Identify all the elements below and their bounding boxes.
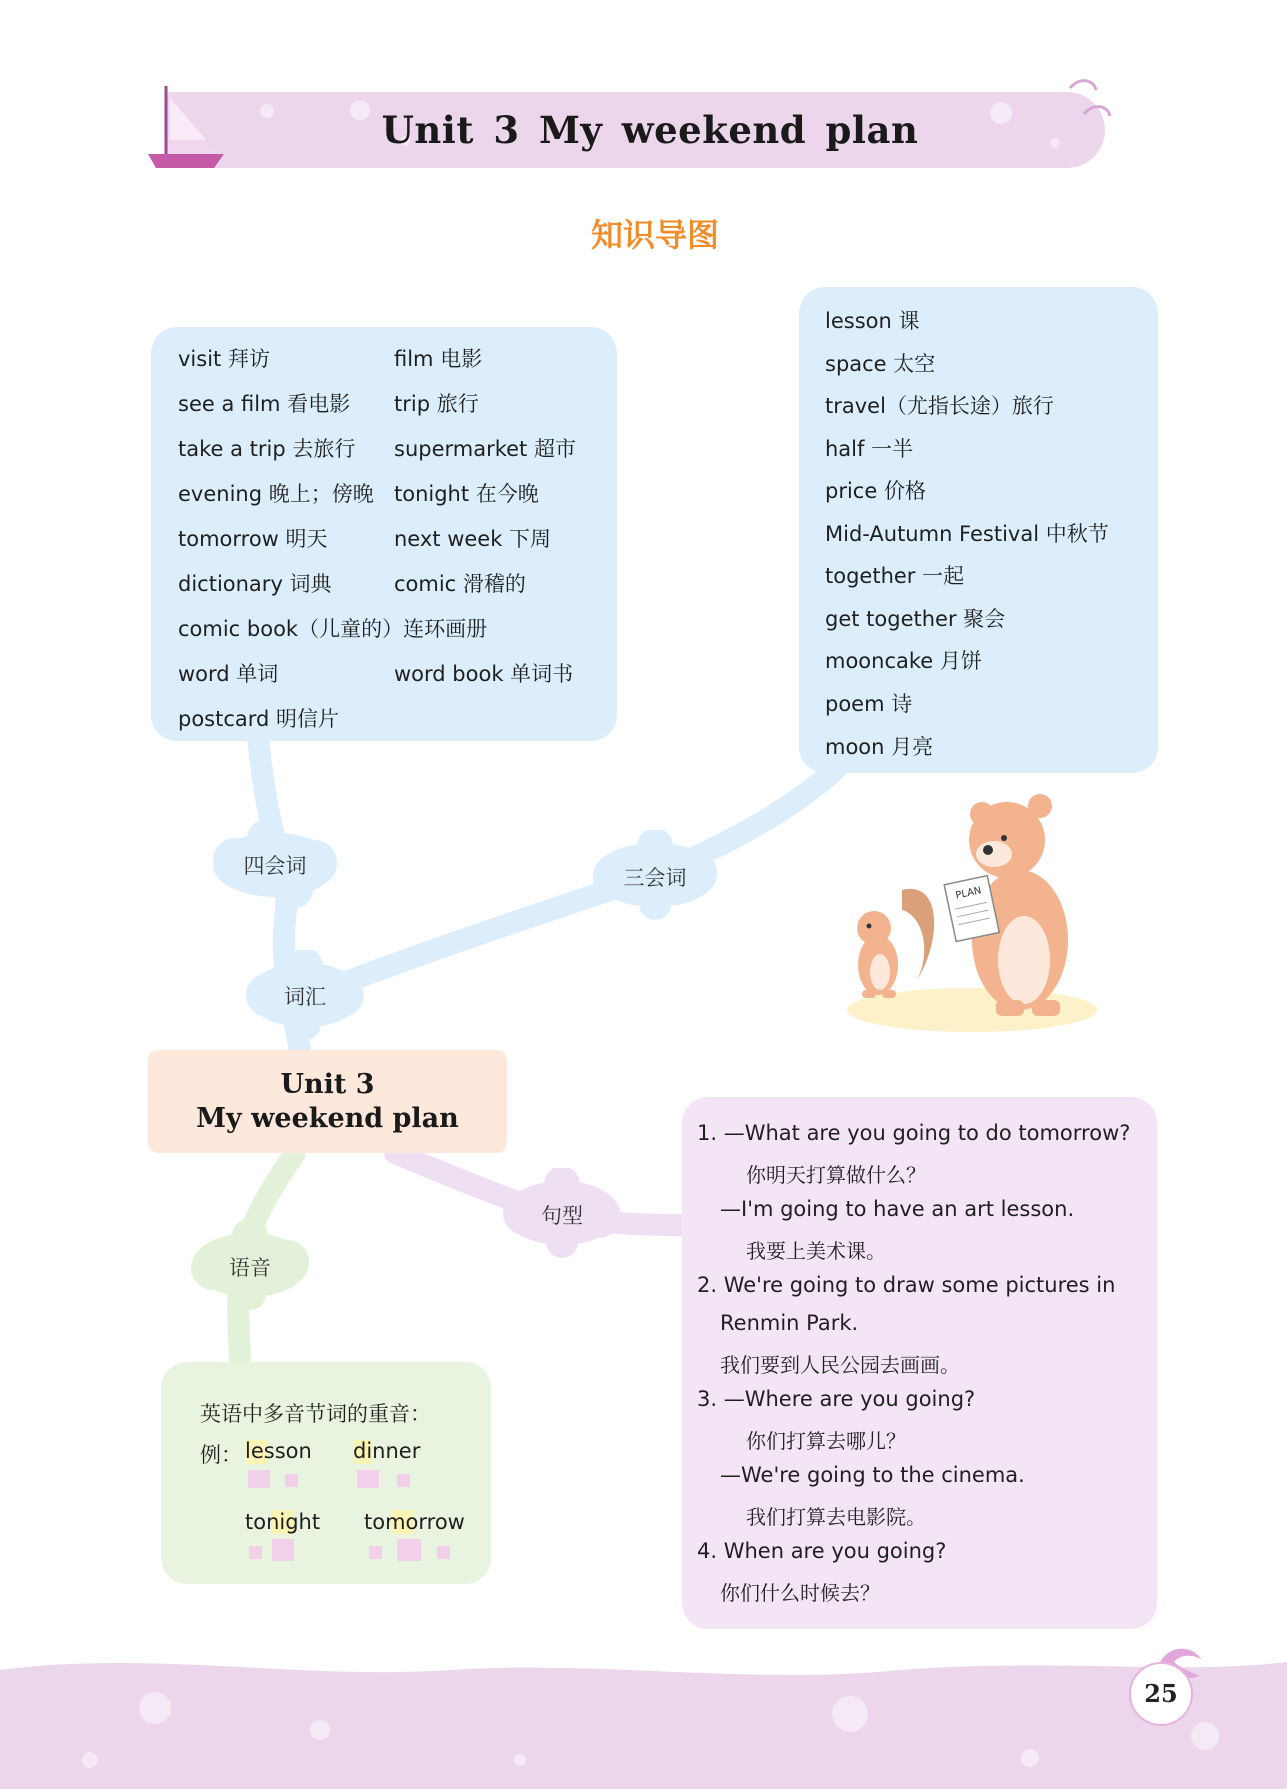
stress-mark xyxy=(369,1546,382,1559)
vocab-item: trip 旅行 xyxy=(394,392,479,416)
sentence-3-a: —We're going to the cinema. xyxy=(720,1463,1025,1487)
vocab-item: travel（尤指长途）旅行 xyxy=(825,394,1054,418)
vocab-item: space 太空 xyxy=(825,352,936,376)
vocab-item: lesson 课 xyxy=(825,309,920,333)
sentence-1-a-cn: 我要上美术课。 xyxy=(746,1239,886,1263)
stress-mark xyxy=(397,1539,421,1561)
bottom-wave-decoration xyxy=(0,1640,1287,1789)
vocab-item: next week 下周 xyxy=(394,527,552,551)
sentence-2: 2. We're going to draw some pictures in xyxy=(697,1273,1116,1297)
page-number: 25 xyxy=(1129,1662,1193,1726)
vocab-item: moon 月亮 xyxy=(825,735,934,759)
sentence-2-cn: 我们要到人民公园去画画。 xyxy=(720,1353,960,1377)
phonics-word-lesson: lesson xyxy=(245,1439,312,1463)
vocab-item: price 价格 xyxy=(825,479,926,503)
stress-mark xyxy=(437,1546,450,1559)
stress-mark xyxy=(397,1474,410,1487)
vocab-item: tomorrow 明天 xyxy=(178,527,328,551)
stress-mark xyxy=(272,1539,294,1561)
sentence-3-a-cn: 我们打算去电影院。 xyxy=(746,1505,926,1529)
four-skill-label: 四会词 xyxy=(243,854,307,878)
stress-mark xyxy=(357,1470,379,1488)
vocab-item: tonight 在今晚 xyxy=(394,482,539,506)
vocab-item: together 一起 xyxy=(825,564,965,588)
phonics-word-tomorrow: tomorrow xyxy=(364,1510,465,1534)
center-line1: Unit 3 xyxy=(280,1069,375,1100)
vocab-item: comic 滑稽的 xyxy=(394,572,526,596)
sentence-4: 4. When are you going? xyxy=(697,1539,947,1563)
vocab-item: dictionary 词典 xyxy=(178,572,332,596)
vocab-item: take a trip 去旅行 xyxy=(178,437,356,461)
phonics-word-dinner: dinner xyxy=(353,1439,421,1463)
center-topic-title xyxy=(148,1068,507,1136)
vocab-item: word book 单词书 xyxy=(394,662,574,686)
vocab-item: word 单词 xyxy=(178,662,279,686)
phonics-intro: 英语中多音节词的重音： xyxy=(200,1402,431,1426)
bear-and-squirrel-illustration xyxy=(822,780,1102,1040)
vocabulary-label: 词汇 xyxy=(284,985,326,1009)
vocab-item: poem 诗 xyxy=(825,692,913,716)
vocab-item: evening 晚上；傍晚 xyxy=(178,482,374,506)
sentence-3-q: 3. —Where are you going? xyxy=(697,1387,976,1411)
vocab-item: see a film 看电影 xyxy=(178,392,351,416)
stress-mark xyxy=(248,1470,270,1488)
stress-mark xyxy=(249,1546,262,1559)
vocab-item: visit 拜访 xyxy=(178,347,270,371)
sentence-2-cont: Renmin Park. xyxy=(720,1311,859,1335)
vocab-item: postcard 明信片 xyxy=(178,707,340,731)
sentences-label: 句型 xyxy=(541,1204,583,1228)
vocab-item: supermarket 超市 xyxy=(394,437,576,461)
phonics-label: 语音 xyxy=(229,1256,271,1280)
stress-mark xyxy=(285,1474,298,1487)
vocab-item: half 一半 xyxy=(825,437,914,461)
vocab-item: get together 聚会 xyxy=(825,607,1006,631)
sentence-1-q: 1. —What are you going to do tomorrow? xyxy=(697,1121,1131,1145)
sentence-1-q-cn: 你明天打算做什么？ xyxy=(746,1163,926,1187)
vocab-item: mooncake 月饼 xyxy=(825,649,982,673)
three-skill-label: 三会词 xyxy=(623,866,687,890)
unit-title: Unit 3 My weekend plan xyxy=(381,108,919,152)
center-line2: My weekend plan xyxy=(196,1103,459,1134)
sentence-4-cn: 你们什么时候去？ xyxy=(720,1581,880,1605)
vocab-item: Mid-Autumn Festival 中秋节 xyxy=(825,522,1109,546)
plan-sign-text: PLAN xyxy=(954,885,983,902)
page-subtitle: 知识导图 xyxy=(590,216,719,254)
sentence-1-a: —I'm going to have an art lesson. xyxy=(720,1197,1075,1221)
phonics-word-tonight: tonight xyxy=(245,1510,321,1534)
vocab-item: comic book（儿童的）连环画册 xyxy=(178,617,488,641)
vocab-item: film 电影 xyxy=(394,347,483,371)
sentence-3-q-cn: 你们打算去哪儿？ xyxy=(746,1429,906,1453)
phonics-example-prefix: 例： xyxy=(200,1443,242,1467)
